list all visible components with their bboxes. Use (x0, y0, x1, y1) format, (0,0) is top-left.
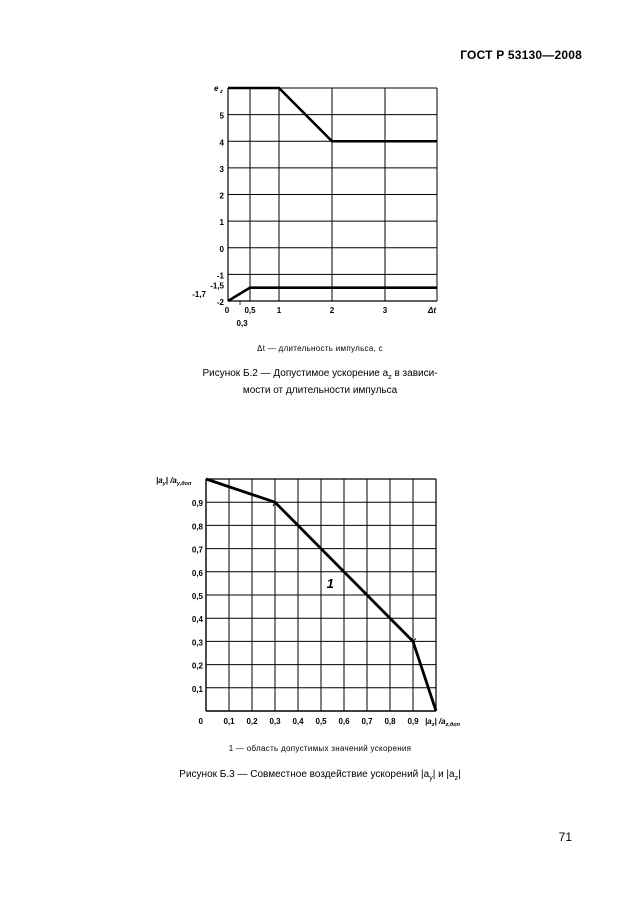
y-tick-label: 0 (219, 244, 224, 254)
figure-b3-note: 1 — область допустимых значений ускорения (228, 744, 412, 753)
region-label: 1 (326, 576, 334, 592)
x-tick-label: 0,3 (269, 717, 281, 726)
y-tick-label: 0,5 (191, 592, 203, 601)
x-extra-tick-label: 0,3 (236, 319, 248, 328)
y-tick-label: 1 (219, 218, 224, 228)
x-tick-label: 0,8 (384, 717, 396, 726)
figure-b3-chart (156, 476, 461, 728)
x-label-sub: z (431, 722, 435, 728)
y-tick-label: 0,1 (191, 684, 203, 694)
x-label-sub: z,доп (445, 722, 460, 728)
y-tick-label: 0,3 (191, 638, 203, 648)
x-tick-label: 0,4 (292, 717, 304, 726)
x-tick-label: 0,2 (246, 717, 258, 726)
y-tick-label: 2 (219, 191, 224, 201)
figure-b3-caption-text: Рисунок Б.3 — Совместное воздействие ускорений |a (179, 769, 430, 780)
y-tick-label: -1 (216, 271, 224, 281)
x-axis-label: Δt (427, 306, 437, 315)
y-tick-label: 0,7 (191, 545, 203, 555)
x-tick-label: 0 (224, 306, 230, 315)
y-tick-label: -1,7 (192, 290, 206, 300)
figure-b2-caption-text: Рисунок Б.2 — Допустимое ускорение a (202, 368, 389, 379)
y-tick-label: -2 (216, 298, 224, 307)
x-label-part: |a (425, 717, 432, 726)
y-tick-label: 4 (219, 138, 224, 148)
y-tick-label: -1,5 (210, 281, 224, 291)
figure-b2-caption (160, 367, 480, 397)
figure-b3-caption-sub1: y (429, 775, 433, 782)
y-axis-label-sub: z (220, 89, 223, 95)
x-label-part: | /a (434, 717, 446, 726)
y-label-part: | /a (165, 476, 177, 485)
x-tick-label: 0,1 (223, 717, 235, 726)
figure-b3-caption (120, 768, 520, 785)
x-tick-label: 0,5 (244, 306, 256, 315)
x-tick-label: 3 (382, 306, 388, 315)
figure-b3-caption-mid: | и |a (432, 769, 455, 780)
x-tick-label: 0,9 (407, 717, 419, 726)
figure-b2-note: Δt — длительность импульса, с (257, 344, 383, 353)
page-number: 71 (558, 830, 572, 844)
y-axis-label (156, 476, 192, 487)
y-tick-label: 0,9 (191, 499, 203, 509)
y-tick-label: 3 (219, 164, 224, 174)
standard-header: ГОСТ Р 53130—2008 (460, 48, 582, 62)
figure-b2-chart (192, 84, 437, 328)
figure-b3-caption-sub2: z (454, 775, 459, 782)
y-label-sub: y,доп (176, 481, 192, 487)
figure-b3-caption-end: | (458, 769, 461, 780)
figure-b2-caption-end: в зависи- (391, 368, 438, 379)
y-tick-label: 5 (219, 111, 224, 121)
x-tick-label: 1 (276, 306, 282, 315)
y-axis-label: e (214, 84, 219, 93)
x-axis-label (425, 717, 461, 728)
x-tick-label: 0,6 (338, 717, 350, 726)
figure-b2-caption-line2: мости от длительности импульса (242, 385, 398, 396)
origin-label: 0 (198, 717, 203, 726)
x-tick-label: 0,7 (361, 717, 373, 726)
x-tick-label: 2 (329, 306, 335, 315)
y-tick-label: 0,6 (191, 568, 203, 578)
y-tick-label: 0,4 (191, 615, 203, 625)
x-tick-label: 0,5 (315, 717, 327, 726)
figure-b2-caption-sub: z (388, 374, 392, 381)
y-label-sub: y (162, 481, 166, 487)
y-label-part: |a (156, 476, 163, 485)
y-tick-label: 0,8 (191, 522, 203, 532)
y-tick-label: 0,2 (191, 661, 203, 671)
